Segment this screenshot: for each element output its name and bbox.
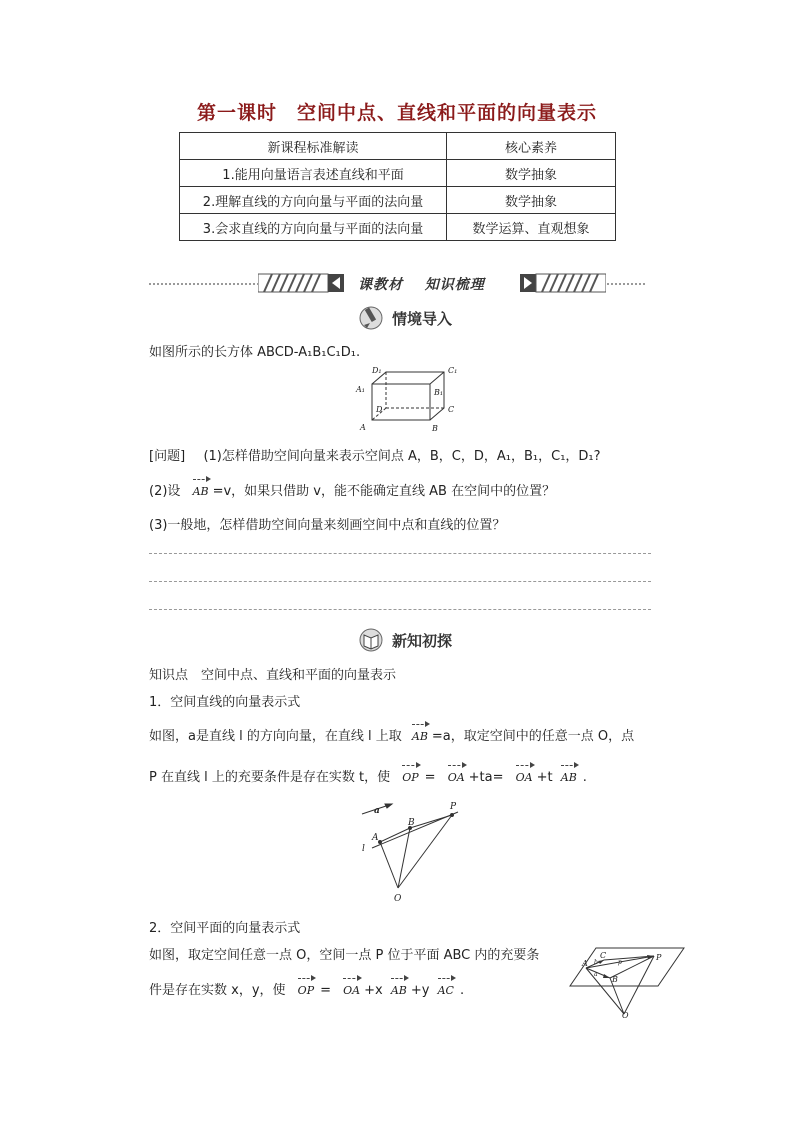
- table-cell: 3.会求直线的方向向量与平面的法向量: [180, 214, 447, 241]
- period: .: [582, 770, 587, 785]
- question-3: (3)一般地，怎样借助空间向量来刻画空间中点和直线的位置？: [149, 518, 506, 533]
- vector-oa: OA: [447, 771, 465, 784]
- equals-sign: =: [424, 770, 436, 785]
- period: .: [459, 983, 465, 998]
- banner-stripes-left: [258, 273, 346, 293]
- answer-line[interactable]: [149, 553, 651, 554]
- table-header-row: [180, 133, 616, 160]
- cube-label-c: C: [448, 405, 455, 414]
- cube-label-d1: D₁: [372, 366, 382, 375]
- table-cell: 数学运算、直观想象: [447, 214, 616, 241]
- section-2-title: 2．空间平面的向量表示式: [149, 921, 301, 936]
- pen-icon: [358, 305, 386, 331]
- vector-ac: AC: [437, 984, 454, 997]
- vector-oa: OA: [515, 771, 533, 784]
- s1-text-c: P 在直线 l 上的充要条件是存在实数 t，使: [149, 770, 391, 785]
- cube-label-b: B: [432, 424, 438, 433]
- fig1-label-p: P: [450, 802, 457, 812]
- equals-sign: =: [320, 983, 331, 998]
- fig2-label-b: B: [612, 975, 618, 984]
- section-1-title: 1．空间直线的向量表示式: [149, 695, 301, 710]
- banner-left: 课教材: [358, 277, 403, 293]
- cube-label-d: D: [376, 405, 383, 414]
- section-1-line-2: [149, 766, 587, 785]
- question-tag: [问题]: [149, 449, 186, 464]
- standards-table: [179, 132, 616, 241]
- fig2-label-p: P: [656, 953, 662, 962]
- fig1-label-o: O: [394, 894, 402, 904]
- cube-label-a1: A₁: [356, 385, 365, 394]
- fig1-label-l: l: [362, 844, 365, 854]
- plus-x: +x: [364, 983, 383, 998]
- fig2-label-a: A: [582, 959, 588, 968]
- answer-line[interactable]: [149, 581, 651, 582]
- table-header: 新课程标准解读: [180, 133, 447, 160]
- table-cell: 2.理解直线的方向向量与平面的法向量: [180, 187, 447, 214]
- table-cell: 数学抽象: [447, 160, 616, 187]
- question-2-suffix: =v，如果只借助 v，能不能确定直线 AB 在空间中的位置？: [212, 484, 556, 499]
- section-2-line-1: 如图，取定空间任意一点 O，空间一点 P 位于平面 ABC 内的充要条: [149, 948, 540, 963]
- plus-ta: +ta=: [468, 770, 504, 785]
- banner-stripes-right: [518, 273, 606, 293]
- knowledge-point: 知识点 空间中点、直线和平面的向量表示: [149, 668, 397, 683]
- question-2-prefix: (2)设: [149, 484, 181, 499]
- table-row: [180, 160, 616, 187]
- s1-text-b: =a，取定空间中的任意一点 O，点: [431, 729, 635, 744]
- vector-ab: AB: [390, 984, 407, 997]
- book-icon: [358, 627, 386, 653]
- s1-text-a: 如图，a是直线 l 的方向向量，在直线 l 上取: [149, 729, 402, 744]
- fig2-label-o: O: [622, 1011, 629, 1020]
- page-title: 第一课时 空间中点、直线和平面的向量表示: [196, 102, 597, 124]
- table-row: [180, 214, 616, 241]
- line-vector-figure: [358, 798, 470, 906]
- vector-op: OP: [297, 984, 315, 997]
- fig1-label-a-point: A: [372, 833, 379, 843]
- banner-divider-left: [149, 283, 259, 285]
- vector-ab: AB: [411, 730, 428, 743]
- question-1: [149, 445, 601, 464]
- vector-ab: AB: [192, 485, 209, 498]
- plus-y: +y: [410, 983, 430, 998]
- vector-ab: AB: [560, 771, 577, 784]
- banner-right: 知识梳理: [424, 277, 485, 293]
- fig2-label-p-vec: p: [618, 959, 622, 966]
- plus-t: +t: [536, 770, 553, 785]
- table-cell: 1.能用向量语言表述直线和平面: [180, 160, 447, 187]
- fig2-label-a-vec: a: [594, 971, 598, 978]
- cube-label-a: A: [360, 423, 366, 432]
- table-cell: 数学抽象: [447, 187, 616, 214]
- answer-line[interactable]: [149, 609, 651, 610]
- fig2-label-c: C: [600, 951, 607, 960]
- banner-title: [358, 274, 485, 294]
- table-row: [180, 187, 616, 214]
- s2-text-a: 件是存在实数 x，y，使: [149, 983, 286, 998]
- intro-lead: 如图所示的长方体 ABCD-A₁B₁C₁D₁.: [149, 345, 361, 360]
- table-header: 核心素养: [447, 133, 616, 160]
- question-1-text: (1)怎样借助空间向量来表示空间点 A，B，C，D，A₁，B₁，C₁，D₁?: [203, 449, 601, 464]
- cube-label-b1: B₁: [434, 388, 444, 397]
- vector-op: OP: [402, 771, 419, 784]
- question-2: [149, 480, 555, 499]
- fig1-label-b: B: [408, 818, 415, 828]
- cube-label-c1: C₁: [448, 366, 458, 375]
- cuboid-figure: [352, 362, 464, 434]
- fig2-label-b-vec: b: [594, 959, 598, 966]
- intro-heading: 情境导入: [392, 310, 453, 328]
- section-1-line-1: [149, 725, 634, 744]
- banner-divider-right: [607, 283, 645, 285]
- plane-vector-figure: [566, 938, 686, 1020]
- fig1-label-a: a: [374, 806, 380, 816]
- explore-heading: 新知初探: [392, 632, 453, 650]
- vector-oa: OA: [343, 984, 361, 997]
- section-2-line-2: [149, 979, 464, 998]
